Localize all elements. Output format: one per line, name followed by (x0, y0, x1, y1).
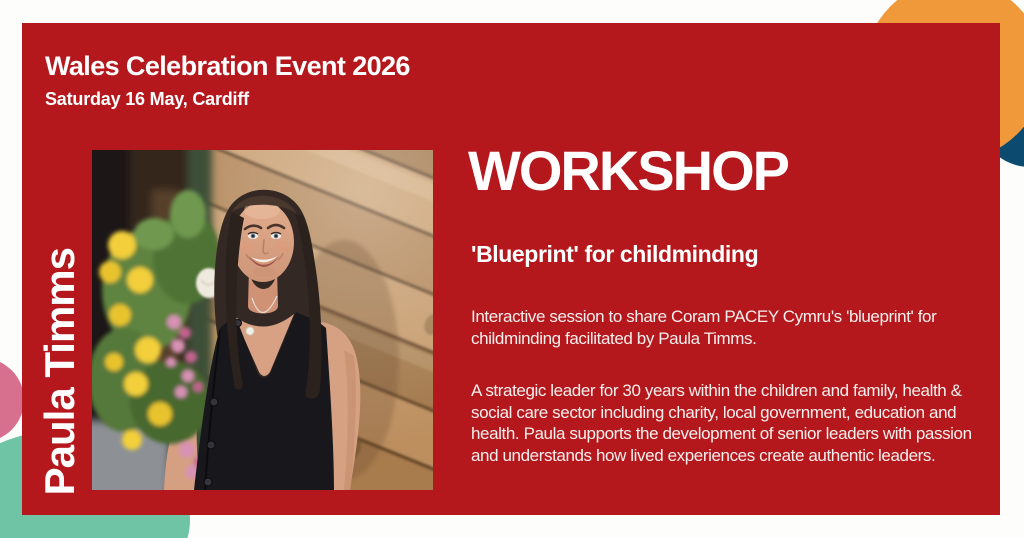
speaker-name-vertical: Paula Timms (36, 247, 83, 495)
event-date-location: Saturday 16 May, Cardiff (45, 89, 249, 109)
red-panel (22, 23, 1000, 515)
pink-circle-decoration (0, 358, 24, 442)
speaker-bio: A strategic leader for 30 years within the children and family, health & social care sector including charity, local government, education and health. Paula supports the development of senior leaders with passion and understands how lived experiences create authentic leaders. (471, 381, 972, 465)
event-title: Wales Celebration Event 2026 (45, 51, 410, 81)
session-description: Interactive session to share Coram PACEY Cymru's 'blueprint' for childminding facilitated by Paula Timms. (471, 307, 937, 348)
speaker-photo (92, 150, 433, 490)
session-title: 'Blueprint' for childminding (471, 241, 759, 267)
workshop-heading: WORKSHOP (468, 139, 788, 202)
